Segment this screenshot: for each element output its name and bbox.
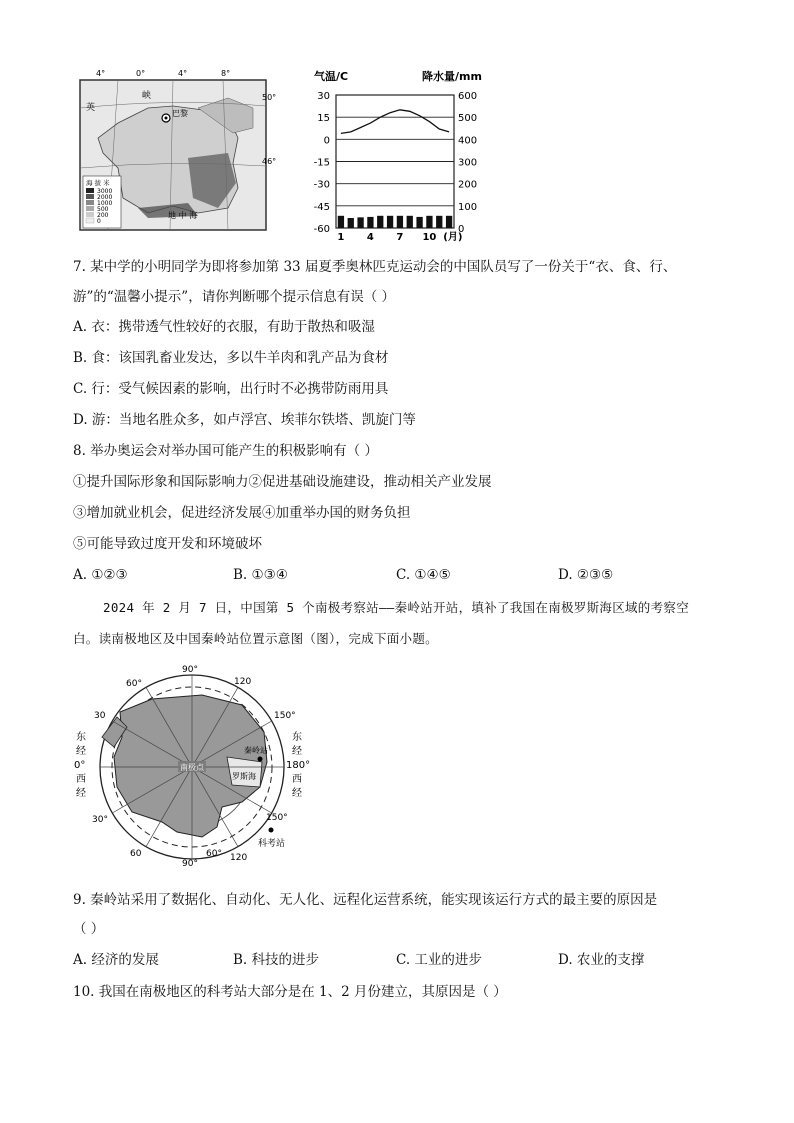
precip-tick-label: 0: [458, 224, 465, 235]
q7-option-b[interactable]: B. 食：该国乳畜业发达，多以牛羊肉和乳产品为食材: [73, 350, 389, 366]
month-tick-label: 7: [396, 232, 404, 243]
svg-text:60°: 60°: [126, 679, 142, 689]
svg-text:经: 经: [292, 746, 302, 757]
temp-tick-label: 15: [317, 113, 330, 125]
svg-text:60°: 60°: [206, 849, 222, 859]
lat-label-46: 46°: [262, 157, 277, 166]
q8-option-d[interactable]: D. ②③⑤: [558, 567, 614, 583]
temp-tick-label: -45: [313, 201, 330, 213]
precip-bar: [367, 217, 373, 228]
svg-text:西: 西: [76, 774, 86, 785]
precip-bar: [377, 216, 383, 228]
temp-tick-label: 30: [317, 91, 330, 102]
svg-text:0°: 0°: [74, 760, 86, 771]
intro-line1: 2024 年 2 月 7 日，中国第 5 个南极考察站——秦岭站开站，填补了我国在南极罗斯海区域的考察空: [103, 600, 690, 615]
q7-stem-line2: 游”的“温馨小提示”，请你判断哪个提示信息有误（ ）: [73, 289, 395, 305]
precip-bar: [426, 216, 432, 228]
svg-text:120: 120: [234, 677, 252, 687]
precip-tick-label: 100: [458, 201, 478, 213]
svg-text:150°: 150°: [274, 711, 296, 721]
svg-text:东: 东: [76, 732, 86, 743]
label-ross: 罗斯海: [232, 772, 256, 781]
q9-option-d[interactable]: D. 农业的支撑: [558, 952, 645, 968]
q7-option-d[interactable]: D. 游：当地名胜众多，如卢浮宫、埃菲尔铁塔、凯旋门等: [73, 412, 416, 428]
precip-tick-label: 400: [458, 135, 478, 147]
svg-text:海 拔 米: 海 拔 米: [86, 179, 110, 187]
label-strait: 峡: [142, 91, 152, 101]
month-tick-label: 10: [422, 232, 437, 243]
temp-tick-label: -60: [313, 224, 330, 235]
svg-text:180°: 180°: [286, 760, 311, 771]
q8-stem: 8. 举办奥运会对举办国可能产生的积极影响有（ ）: [73, 443, 378, 459]
svg-text:90°: 90°: [182, 859, 198, 869]
france-map: [78, 68, 277, 232]
lat-label-50: 50°: [262, 93, 277, 102]
label-uk: 英: [86, 103, 96, 113]
label-med: 地 中 海: [168, 211, 198, 220]
precip-tick-label: 600: [458, 91, 478, 102]
precip-bar: [338, 216, 344, 228]
label-qinling: 秦岭站: [244, 746, 268, 755]
precip-axis-title: 降水量/mm: [422, 70, 482, 83]
svg-text:90°: 90°: [182, 665, 198, 675]
precip-bar: [357, 217, 363, 228]
precip-bar: [387, 216, 393, 228]
antarctica-map: [70, 660, 310, 874]
svg-text:200: 200: [97, 212, 109, 219]
lon-label-0: 0°: [136, 69, 146, 78]
svg-text:60: 60: [130, 849, 142, 859]
qinling-station-marker: [258, 757, 263, 762]
temperature-line: [341, 110, 449, 134]
svg-text:30: 30: [94, 711, 106, 721]
svg-text:东: 东: [292, 732, 302, 743]
precip-bar: [436, 216, 442, 228]
svg-text:经: 经: [76, 788, 86, 799]
q9-option-a[interactable]: A. 经济的发展: [73, 952, 159, 968]
svg-text:1000: 1000: [97, 200, 113, 207]
q8-item-1: ①提升国际形象和国际影响力②促进基础设施建设，推动相关产业发展: [73, 474, 492, 490]
label-paris: 巴黎: [172, 109, 188, 118]
temp-axis-title: 气温/C: [314, 70, 349, 83]
svg-text:3000: 3000: [97, 188, 113, 195]
q9-stem: 9. 秦岭站采用了数据化、自动化、无人化、远程化运营系统，能实现该运行方式的最主要的原因是: [73, 892, 658, 908]
precip-bar: [416, 217, 422, 228]
elevation-legend: [83, 176, 121, 228]
precip-tick-label: 300: [458, 157, 478, 169]
svg-text:30°: 30°: [92, 815, 108, 825]
month-tick-label: 4: [366, 232, 374, 243]
precip-bar: [348, 218, 354, 228]
legend-station-marker: [269, 828, 274, 833]
svg-text:经: 经: [76, 746, 86, 757]
q7-stem-line1: 7. 某中学的小明同学为即将参加第 33 届夏季奥林匹克运动会的中国队员写了一份关于“衣、食、行、: [73, 259, 677, 275]
q9-paren: （ ）: [73, 921, 105, 937]
svg-text:西: 西: [292, 774, 302, 785]
q10-stem: 10. 我国在南极地区的科考站大部分是在 1、2 月份建立，其原因是（ ）: [73, 984, 507, 1000]
q7-option-c[interactable]: C. 行：受气候因素的影响，出行时不必携带防雨用具: [73, 381, 389, 397]
temp-tick-label: 0: [323, 135, 330, 147]
q8-option-c[interactable]: C. ①④⑤: [396, 567, 451, 583]
month-unit-label: (月): [443, 232, 463, 243]
precip-tick-label: 200: [458, 179, 478, 191]
legend-station-label: 科考站: [258, 839, 286, 849]
precip-tick-label: 500: [458, 113, 478, 125]
intro-line2: 白。读南极地区及中国秦岭站位置示意图（图），完成下面小题。: [73, 631, 438, 646]
q7-option-a[interactable]: A. 衣：携带透气性较好的衣服，有助于散热和吸湿: [73, 319, 375, 335]
svg-text:0: 0: [97, 218, 101, 225]
svg-text:经: 经: [292, 788, 302, 799]
svg-text:150°: 150°: [266, 813, 288, 823]
q9-option-b[interactable]: B. 科技的进步: [233, 952, 320, 968]
precip-bar: [397, 216, 403, 228]
precip-bar: [407, 216, 413, 228]
temp-tick-label: -30: [313, 179, 330, 191]
q8-option-a[interactable]: A. ①②③: [73, 567, 128, 583]
lon-label-4w: 4°: [96, 69, 106, 78]
label-south-pole: 南极点: [180, 763, 204, 772]
climate-chart: [306, 68, 496, 246]
lon-label-4e: 4°: [178, 69, 188, 78]
svg-text:500: 500: [97, 206, 109, 213]
precip-bar: [446, 216, 452, 228]
q8-item-2: ③增加就业机会，促进经济发展④加重举办国的财务负担: [73, 505, 411, 521]
q8-option-b[interactable]: B. ①③④: [233, 567, 288, 583]
svg-text:120: 120: [230, 853, 248, 863]
month-tick-label: 1: [337, 232, 345, 243]
svg-text:2000: 2000: [97, 194, 113, 201]
temp-tick-label: -15: [313, 157, 330, 169]
lon-label-8e: 8°: [221, 69, 231, 78]
q8-item-3: ⑤可能导致过度开发和环境破坏: [73, 536, 262, 552]
q9-option-c[interactable]: C. 工业的进步: [396, 952, 482, 968]
